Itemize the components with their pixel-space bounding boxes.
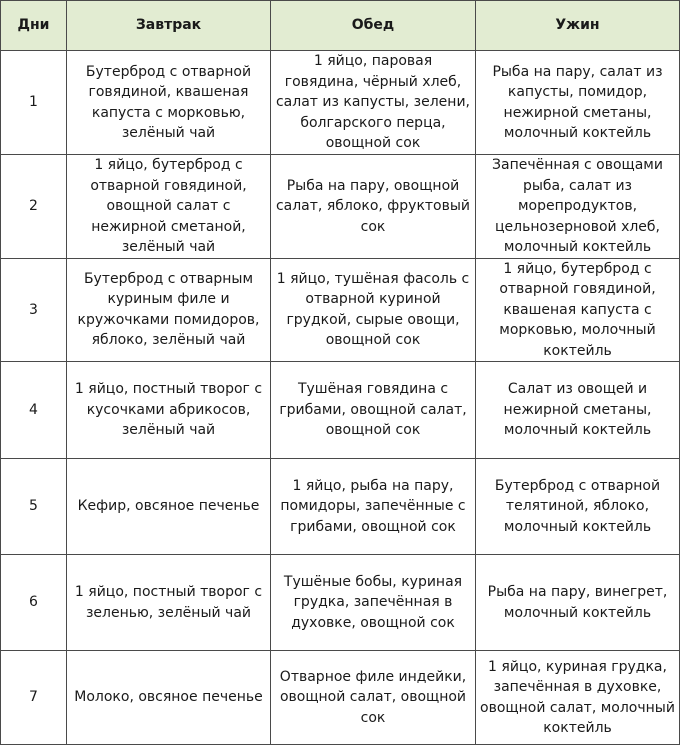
lunch-cell: 1 яйцо, паровая говядина, чёрный хлеб, салат из капусты, зелени, болгарского перца, овощной сок [271,51,476,155]
lunch-cell: Тушёная говядина с грибами, овощной салат, овощной сок [271,362,476,459]
breakfast-cell: Кефир, овсяное печенье [67,459,271,555]
lunch-cell: Тушёные бобы, куриная грудка, запечённая в духовке, овощной сок [271,555,476,651]
lunch-cell: Отварное филе индейки, овощной салат, овощной сок [271,651,476,745]
table-row [1,51,680,155]
lunch-cell: 1 яйцо, тушёная фасоль с отварной куриной грудкой, сырые овощи, овощной сок [271,258,476,362]
header-days: Дни [1,1,67,51]
breakfast-cell: Бутерброд с отварным куриным филе и кружочками помидоров, яблоко, зелёный чай [67,258,271,362]
day-cell: 1 [1,51,67,155]
lunch-cell: 1 яйцо, рыба на пару, помидоры, запечённые с грибами, овощной сок [271,459,476,555]
dinner-cell: Бутерброд с отварной телятиной, яблоко, молочный коктейль [476,459,680,555]
dinner-cell: Рыба на пару, винегрет, молочный коктейль [476,555,680,651]
dinner-cell: Салат из овощей и нежирной сметаны, молочный коктейль [476,362,680,459]
table-row [1,362,680,459]
table-row [1,459,680,555]
day-cell: 3 [1,258,67,362]
dinner-cell: Рыба на пару, салат из капусты, помидор, нежирной сметаны, молочный коктейль [476,51,680,155]
header-dinner: Ужин [476,1,680,51]
breakfast-cell: 1 яйцо, постный творог с кусочками абрикосов, зелёный чай [67,362,271,459]
table-row [1,155,680,259]
breakfast-cell: 1 яйцо, постный творог с зеленью, зелёный чай [67,555,271,651]
day-cell: 7 [1,651,67,745]
header-row [1,1,680,51]
breakfast-cell: Бутерброд с отварной говядиной, квашеная капуста с морковью, зелёный чай [67,51,271,155]
header-lunch: Обед [271,1,476,51]
breakfast-cell: 1 яйцо, бутерброд с отварной говядиной, овощной салат с нежирной сметаной, зелёный чай [67,155,271,259]
table-row [1,258,680,362]
dinner-cell: 1 яйцо, бутерброд с отварной говядиной, квашеная капуста с морковью, молочный коктейль [476,258,680,362]
header-breakfast: Завтрак [67,1,271,51]
table-row [1,651,680,745]
table-row [1,555,680,651]
day-cell: 2 [1,155,67,259]
day-cell: 5 [1,459,67,555]
dinner-cell: Запечённая с овощами рыба, салат из морепродуктов, цельнозерновой хлеб, молочный коктейль [476,155,680,259]
breakfast-cell: Молоко, овсяное печенье [67,651,271,745]
lunch-cell: Рыба на пару, овощной салат, яблоко, фруктовый сок [271,155,476,259]
day-cell: 4 [1,362,67,459]
day-cell: 6 [1,555,67,651]
dinner-cell: 1 яйцо, куриная грудка, запечённая в духовке, овощной салат, молочный коктейль [476,651,680,745]
